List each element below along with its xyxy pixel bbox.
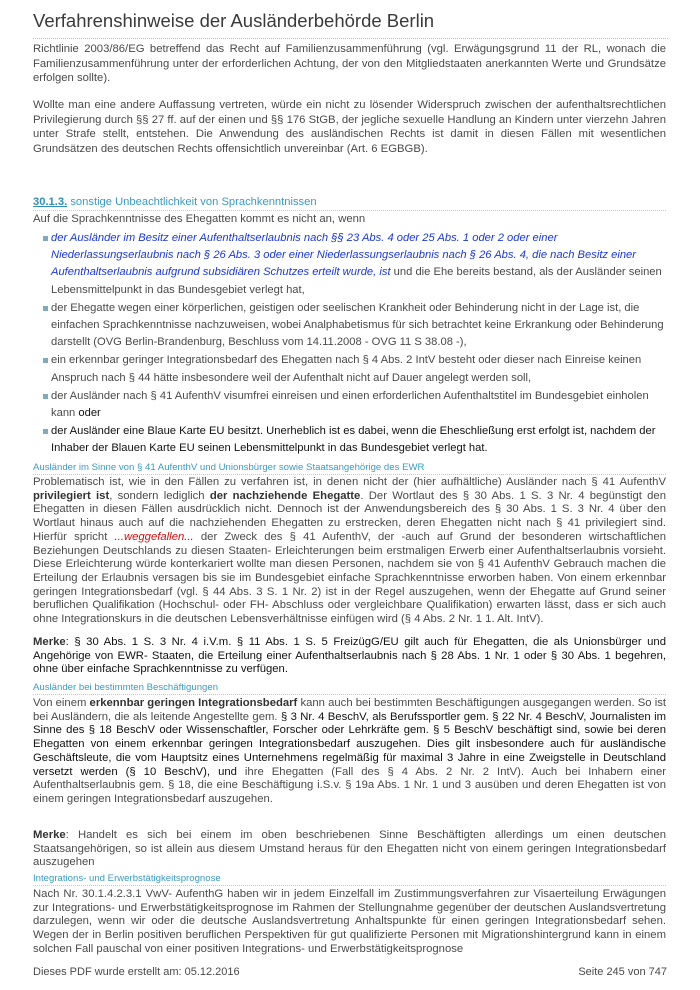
subheading-integration: Integrations- und Erwerbstätigkeitsprognose [33, 873, 666, 886]
bullet-text: der Ehegatte wegen einer körperlichen, geistigen oder seelischen Krankheit oder Behinderung nicht in der Lage ist, die einfachen Sprachkenntnisse nachzuweisen, wobei Analphabetismus für sich betrachtet keine Erkrankung oder Behinderung darstellt (OVG Berlin-Brandenburg, Beschluss vom 14.11.2008 - OVG 11 S 38.08 -), [51, 301, 664, 349]
bullet-square-icon [43, 306, 48, 311]
list-item [44, 230, 667, 299]
bullet-square-icon [43, 358, 48, 363]
integ-paragraph: Nach Nr. 30.1.4.2.3.1 VwV- AufenthG haben wir in jedem Einzelfall im Zustimmungsverfahren zur Visaerteilung Erwägungen zur Integrations- und Erwerbstätigkeitsprognose im Rahmen der Stellungnahme gegenüber der deutschen Auslandsvertretung darzulegen, wenn wir oder die deutsche Auslandsvertretung Anhaltspunkte für einen geringen Integrationsbedarf sehen. Wegen der in Berlin positiven beruflichen Perspektiven für gut qualifizierte Personen mit Migrationshintergrund kann in einem solchen Fall pauschal von einer positiven Integrations- und Erwerbstätigkeitsprognose [33, 888, 666, 955]
footer-created-date: Dieses PDF wurde erstellt am: 05.12.2016 [33, 966, 240, 978]
dark-text: § 3 Nr. 4 BeschV, als Berufssportler gem. § 22 Nr. 4 BeschV, Journalisten im Sinne des § 18 BeschV oder Wissenschaftler, Forscher oder Lehrkräfte gem. § 5 BeschV beschäftigt sind, sowie bei deren Ehegatten von einem erkennbar geringen Integrationsbedarf auszugehen. Dies gilt insbesondere auch für ausländische Geschäftsleute, die vom Hauptsitz eines Unternehmens regelmäßig für maximal 3 Jahre in eine Zweigstelle in Deutschland versetzt werden (§ 10 BeschV), und [33, 710, 666, 778]
omission-note: ...weggefallen... [114, 530, 194, 543]
ewr-paragraph: Problematisch ist, wie in den Fällen zu verfahren ist, in denen nicht der (hier aufhältliche) Ausländer nach § 41 AufenthV privilegiert ist, sondern lediglich der nachziehende Ehegatte. Der Wortlaut des § 30 Abs. 1 S. 3 Nr. 4 begünstigt den Ehegatten in diesen Fällen ausdrücklich nicht. Dennoch ist der Anwendungsbereich des § 30 Abs. 1 S. 3 Nr. 4 über den Wortlaut hinaus auch auf die nachziehenden Ehegatten zu erstrecken, deren Ehegatten nicht nach § 41 privilegiert sind. Hierfür spricht ...weggefallen... der Zweck des § 41 AufenthV, der -auch auf Grund der besonderen wirtschaftlichen Beziehungen Deutschlands zu diesen Staaten- Erleichterungen beim erstmaligen Erwerb einer Aufenthaltserlaubnis vorsieht. Diese Erleichterung würde konterkariert wollte man diesen Personen, nachdem sie von § 41 AufenthV Gebrauch machen die Erteilung der Erlaubnis versagen bis sie im Bundesgebiet einfache Sprachkenntnisse erworben haben. Von einem erkennbar geringen Integrationsbedarf (vgl. § 44 Abs. 3 S. 1 Nr. 2) ist in der Regel auszugehen, wenn der Ehegatte auf Grund seiner beruflichen Qualifikation (Hochschul- oder FH- Abschluss oder vergleichbare Qualifikation) erwarten lässt, dass er sich auch ohne Integrationskurs in die deutschen Lebensverhältnisse einfügen wird (§ 4 Abs. 2 Nr. 1 1. Alt. IntV). [33, 476, 666, 626]
bullet-square-icon [43, 394, 48, 399]
section-lead: Auf die Sprachkenntnisse des Ehegatten kommt es nicht an, wenn [33, 213, 366, 225]
merke-label: Merke [33, 829, 66, 841]
bullet-square-icon [43, 429, 48, 434]
bullet-text: ein erkennbar geringer Integrationsbedarf des Ehegatten nach § 4 Abs. 2 IntV besteht oder dieser nach Einreise keinen Anspruch nach § 44 hätte insbesondere weil der Aufenthalt nicht auf Dauer angelegt werden soll, [51, 354, 642, 384]
bullet-text: der Ausländer nach § 41 AufenthV visumfrei einreisen und einen erforderlichen Aufenthaltstitel im Bundesgebiet einholen kann [51, 389, 649, 420]
subheading-beschaeftigungen: Ausländer bei bestimmten Beschäftigungen [33, 682, 666, 695]
subheading-ewr: Ausländer im Sinne von § 41 AufenthV und Unionsbürger sowie Staatsangehörige des EWR [33, 462, 666, 475]
section-number-link[interactable]: 30.1.3. [33, 196, 68, 208]
list-item [44, 352, 667, 386]
section-heading [33, 196, 666, 211]
bullet-text: und die Ehe bereits bestand, als der Ausländer seinen Lebensmittelpunkt in das Bundesgebiet verlegt hat, [51, 266, 662, 296]
list-item [44, 300, 667, 352]
bold-phrase: erkennbar geringen Integrationsbedarf [89, 697, 298, 709]
intro-paragraph-1: Richtlinie 2003/86/EG betreffend das Recht auf Familienzusammenführung (vgl. Erwägungsgrund 11 der RL, wonach die Familienzusammenführung unter der erforderlichen Achtung, der von den Mitgliedstaaten anerkannten Werte und Grundsätze erfolgen sollte). [33, 43, 666, 85]
condition-list [44, 230, 667, 459]
bullet-highlight-text: der Ausländer im Besitz einer Aufenthaltserlaubnis nach §§ 23 Abs. 4 oder 25 Abs. 1 oder 2 oder einer Niederlassungserlaubnis nach § 26 Abs. 3 oder einer Niederlassungserlaubnis nach § 26 Abs. 4, die nach Besitz einer Aufenthaltserlaubnis aufgrund subsidiären Schutzes erteilt wurde, ist [51, 232, 637, 279]
ewr-merke: Merke: § 30 Abs. 1 S. 3 Nr. 4 i.V.m. § 11 Abs. 1 S. 5 FreizügG/EU gilt auch für Ehegatten, die als Unionsbürger und Angehörige von EWR- Staaten, die Erteilung einer Aufenthaltserlaubnis nach § 28 Abs. 1 Nr. 1 oder § 30 Abs. 1 begehren, ohne über einfache Sprachkenntnisse zu verfügen. [33, 636, 666, 676]
bullet-text: der Ausländer eine Blaue Karte EU besitzt. Unerheblich ist es dabei, wenn die Eheschließung erst erfolgt ist, nachdem der Inhaber der Blauen Karte EU seinen Lebensmittelpunkt in das Bundesgebiet verlegt hat. [51, 425, 656, 455]
list-item [44, 423, 667, 457]
besch-paragraph: Von einem erkennbar geringen Integrationsbedarf kann auch bei bestimmten Beschäftigungen ausgegangen werden. So ist bei Ausländern, die als leitende Angestellte gem. § 3 Nr. 4 BeschV, als Berufssportler gem. § 22 Nr. 4 BeschV, Journalisten im Sinne des § 18 BeschV oder Wissenschaftler, Forscher oder Lehrkräfte gem. § 5 BeschV beschäftigt sind, sowie bei deren Ehegatten von einem erkennbar geringen Integrationsbedarf auszugehen. Dies gilt insbesondere auch für ausländische Geschäftsleute, die vom Hauptsitz eines Unternehmens regelmäßig für maximal 3 Jahre in eine Zweigstelle in Deutschland versetzt werden (§ 10 BeschV), und ihre Ehegatten (Fall des § 4 Abs. 2 Nr. 2 IntV). Auch bei Inhabern einer Aufenthaltserlaubnis gem. § 18, die eine Beschäftigung i.S.v. § 19a Abs. 1 Nr. 1 und 3 ausüben und deren Ehegatten ist von einem geringen Integrationsbedarf auszugehen. [33, 697, 666, 805]
merke-label: Merke [33, 636, 66, 648]
list-item [44, 388, 667, 422]
intro-paragraph-2: Wollte man eine andere Auffassung vertreten, würde ein nicht zu lösender Widerspruch zwischen der aufenthaltsrechtlichen Privilegierung durch §§ 27 ff. auf der einen und §§ 176 StGB, der jegliche sexuelle Handlung an Kindern unter vierzehn Jahren unter Strafe stellt, entstehen. Die Anwendung des ausländischen Rechts ist damit in diesen Fällen mit wesentlichen Grundsätzen des deutschen Rechts offensichtlich unvereinbar (Art. 6 EGBGB). [33, 99, 666, 155]
bold-phrase: privilegiert ist [33, 489, 110, 502]
page-title: Verfahrenshinweise der Ausländerbehörde Berlin [33, 10, 668, 39]
bullet-square-icon [43, 236, 48, 241]
section-title: sonstige Unbeachtlichkeit von Sprachkenntnissen [67, 196, 317, 208]
footer-page-number: Seite 245 von 747 [578, 966, 667, 978]
bold-phrase: der nachziehende Ehegatte [209, 489, 361, 502]
besch-merke: Merke: Handelt es sich bei einem im oben beschriebenen Sinne Beschäftigten allerdings um einen deutschen Staatsangehörigen, so ist allein aus diesem Umstand heraus für den Ehegatten nicht von einem geringen Integrationsbedarf auszugehen [33, 829, 666, 869]
bullet-conjunction: oder [75, 407, 101, 420]
